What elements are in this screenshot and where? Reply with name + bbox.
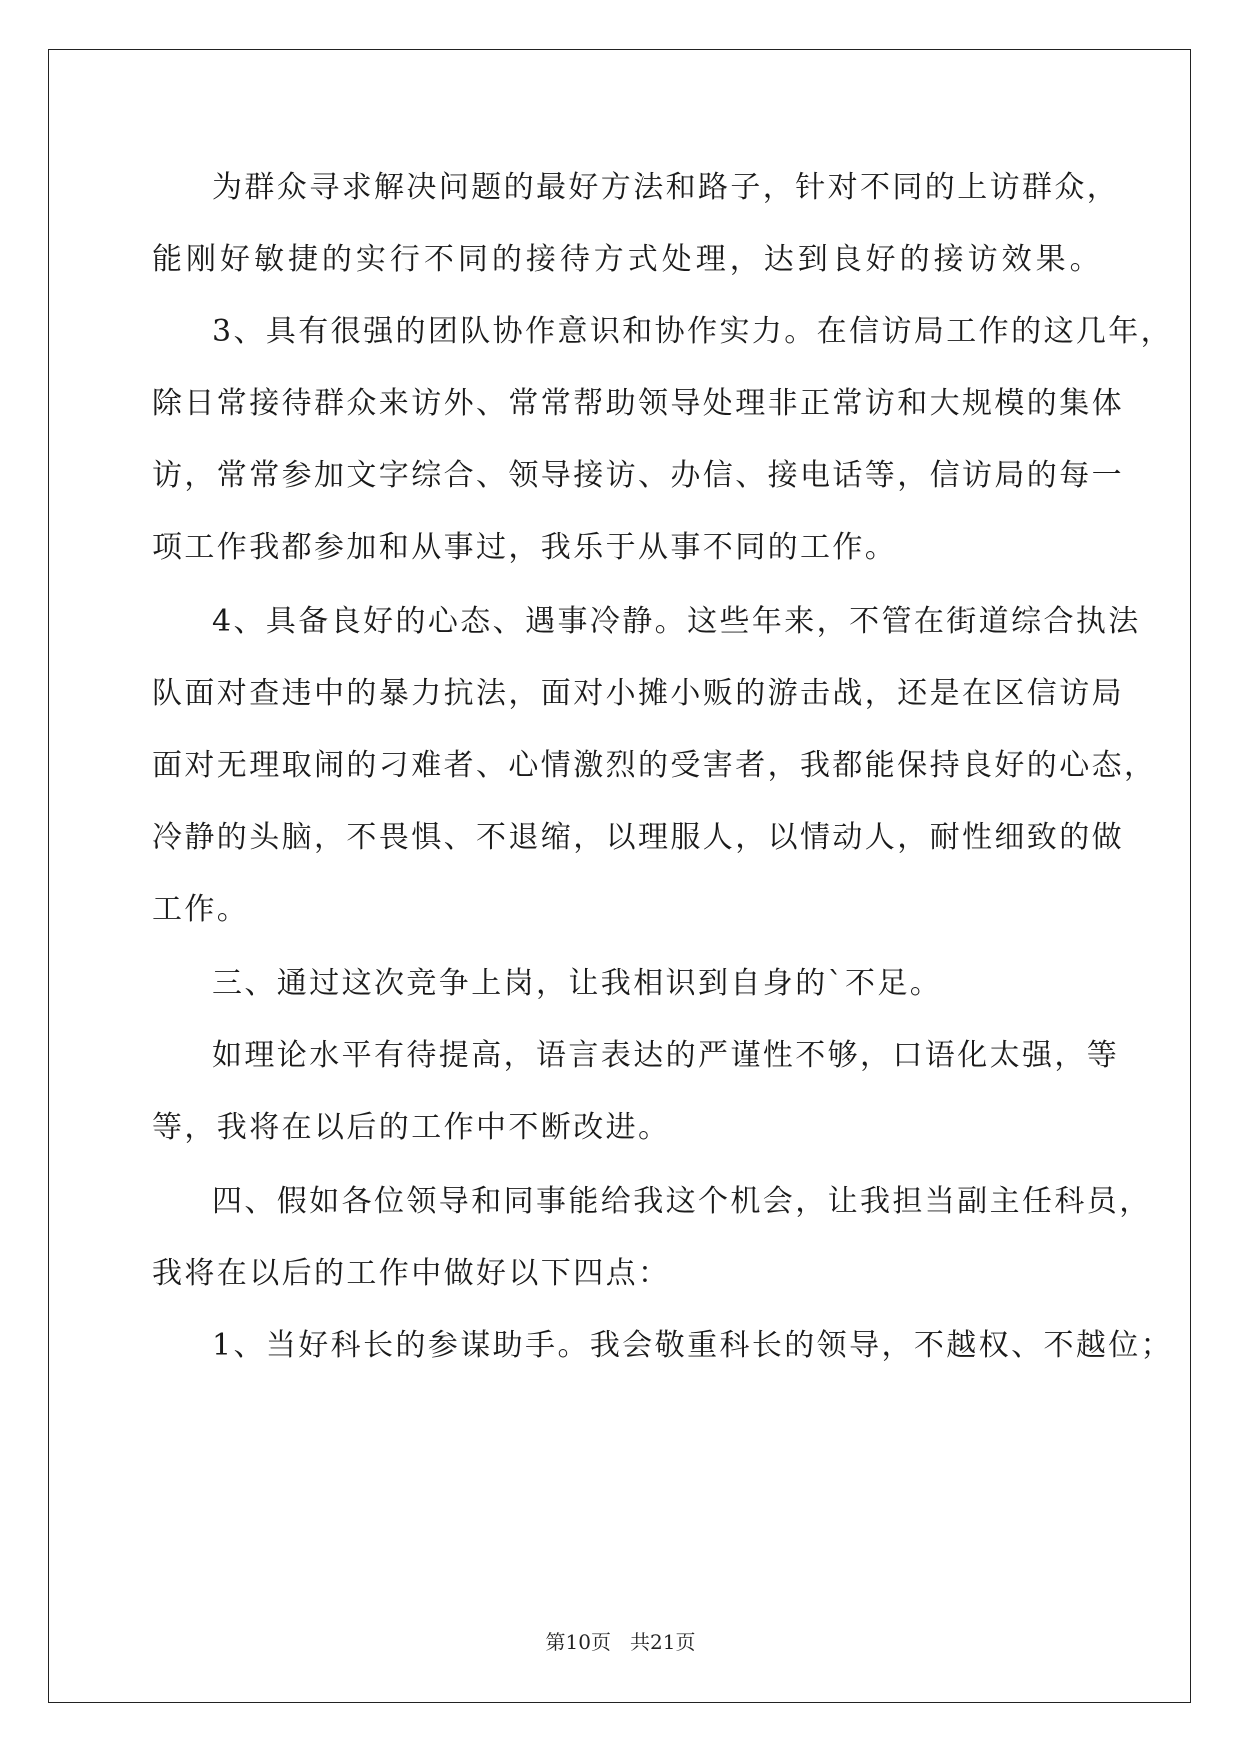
text-line: 项工作我都参加和从事过，我乐于从事不同的工作。: [152, 530, 898, 565]
text-line: 3、具有很强的团队协作意识和协作实力。在信访局工作的这几年，: [212, 314, 1174, 349]
text-line: 我将在以后的工作中做好以下四点：: [152, 1256, 671, 1291]
text-line: 队面对查违中的暴力抗法，面对小摊小贩的游击战，还是在区信访局: [152, 676, 1124, 711]
text-line: 为群众寻求解决问题的最好方法和路子，针对不同的上访群众，: [212, 170, 1120, 205]
text-line: 1、当好科长的参谋助手。我会敬重科长的领导，不越权、不越位；: [212, 1328, 1174, 1363]
text-line: 能刚好敏捷的实行不同的接待方式处理，达到良好的接访效果。: [152, 242, 1102, 277]
text-line: 工作。: [152, 892, 250, 927]
text-line: 冷静的头脑，不畏惧、不退缩，以理服人，以情动人，耐性细致的做: [152, 820, 1124, 855]
text-line: 4、具备良好的心态、遇事冷静。这些年来，不管在街道综合执法: [212, 604, 1141, 639]
page-number: 第10页 共21页: [545, 1630, 696, 1654]
text-line: 三、通过这次竞争上岗，让我相识到自身的`不足。: [212, 966, 943, 1001]
text-line: 等，我将在以后的工作中不断改进。: [152, 1110, 671, 1145]
text-line: 四、假如各位领导和同事能给我这个机会，让我担当副主任科员，: [212, 1184, 1152, 1219]
text-line: 除日常接待群众来访外、常常帮助领导处理非正常访和大规模的集体: [152, 386, 1124, 421]
page-border: [48, 49, 1191, 1703]
text-line: 访，常常参加文字综合、领导接访、办信、接电话等，信访局的每一: [152, 458, 1124, 493]
text-line: 面对无理取闹的刁难者、心情激烈的受害者，我都能保持良好的心态，: [152, 748, 1157, 783]
text-line: 如理论水平有待提高，语言表达的严谨性不够，口语化太强，等: [212, 1038, 1120, 1073]
